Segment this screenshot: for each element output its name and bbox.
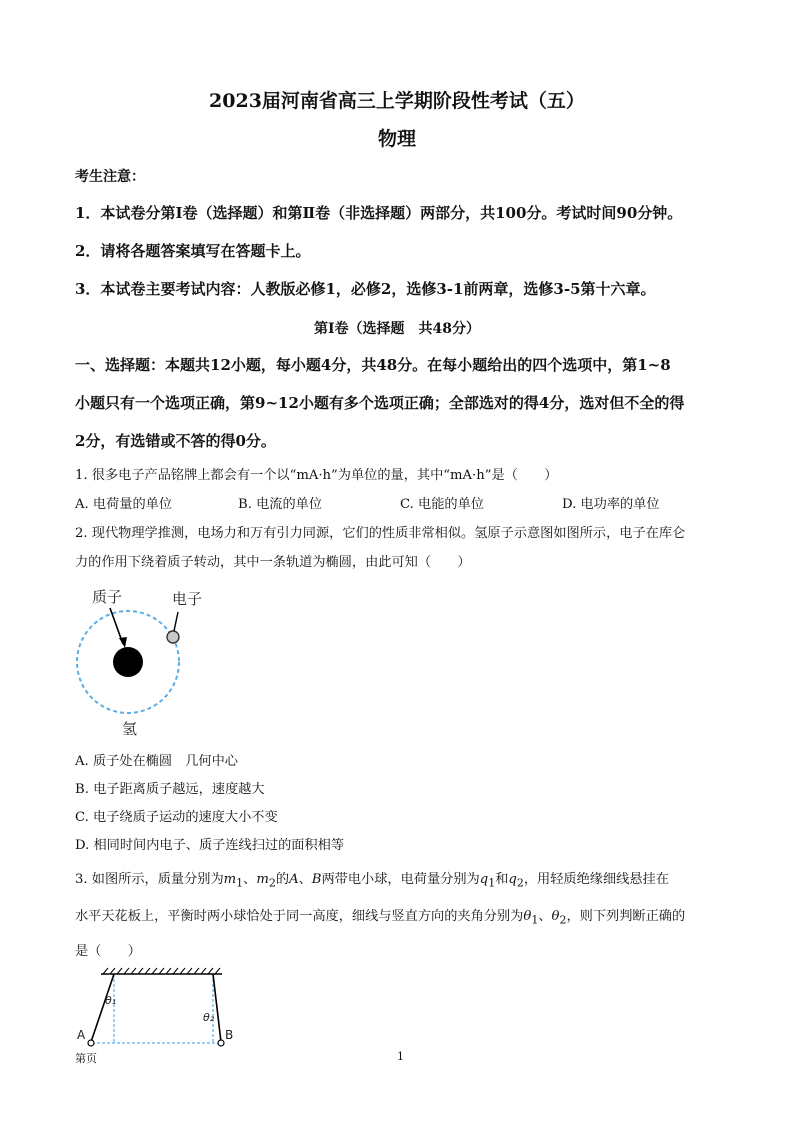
ball-a-label: A: [77, 1028, 86, 1042]
electron-dot: [167, 631, 179, 643]
q3-stem-line-2: 水平天花板上，平衡时两小球恰处于同一高度，细线与竖直方向的夹角分别为$\theta_1$、$\theta_2$，则下列判断正确的: [75, 909, 686, 927]
footer-page-number: 1: [397, 1050, 404, 1063]
ceiling-hatching: [103, 968, 220, 974]
q1-option-a: A. 电荷量的单位: [75, 497, 173, 512]
theta2-label: θ₂: [203, 1011, 215, 1024]
section-instruction-line-1: 一、选择题：本题共12小题，每小题4分，共48分。在每小题给出的四个选项中，第1~8: [75, 356, 671, 374]
q3-stem-line-3: 是（ ）: [75, 944, 141, 959]
string-a: [91, 974, 117, 1042]
notice-item-1: 1．本试卷分第Ⅰ卷（选择题）和第Ⅱ卷（非选择题）两部分，共100分。考试时间90分钟。: [75, 204, 683, 222]
section-instruction-line-2: 小题只有一个选项正确，第9~12小题有多个选项正确；全部选对的得4分，选对但不全的得: [75, 394, 685, 412]
proton-dot: [113, 647, 143, 677]
section-instruction-line-3: 2分，有选错或不答的得0分。: [75, 432, 276, 450]
notice-heading: 考生注意：: [75, 169, 145, 185]
proton-label: 质子: [92, 588, 123, 606]
q1-option-d: D. 电功率的单位: [562, 497, 660, 512]
q2-option-c: C. 电子绕质子运动的速度大小不变: [75, 810, 278, 825]
q3-stem-line-1: 3. 如图所示，质量分别为$m_1$、$m_2$的A、B两带电小球，电荷量分别为$q_1$和$q_2$，用轻质绝缘细线悬挂在: [75, 872, 669, 890]
q2-option-a: A. 质子处在椭圆 几何中心: [75, 754, 238, 769]
exam-title: 2023届河南省高三上学期阶段性考试（五）: [209, 90, 585, 112]
ball-a: [88, 1040, 94, 1046]
q2-option-b: B. 电子距离质子越远，速度越大: [75, 782, 265, 797]
electron-pointer-line: [174, 612, 178, 631]
electron-label: 电子: [172, 590, 203, 608]
hydrogen-atom-figure: [70, 576, 210, 740]
q2-stem-line-2: 力的作用下绕着质子转动，其中一条轨道为椭圆，由此可知（ ）: [75, 555, 471, 570]
section-heading: 第Ⅰ卷（选择题 共48分）: [313, 321, 481, 337]
notice-item-2: 2．请将各题答案填写在答题卡上。: [75, 242, 311, 260]
q2-stem-line-1: 2. 现代物理学推测，电场力和万有引力同源，它们的性质非常相似。氢原子示意图如图所示，电子在库仑: [75, 526, 686, 541]
ball-b-label: B: [225, 1028, 234, 1042]
string-b: [213, 974, 221, 1042]
pendulum-figure: [70, 966, 250, 1052]
q1-stem: 1. 很多电子产品铭牌上都会有一个以“mA·h”为单位的量，其中“mA·h”是（ ）: [75, 468, 558, 483]
hydrogen-label: 氢: [122, 720, 138, 738]
notice-item-3: 3．本试卷主要考试内容：人教版必修1，必修2，选修3-1前两章，选修3-5第十六章。: [75, 280, 656, 298]
q2-option-d: D. 相同时间内电子、质子连线扫过的面积相等: [75, 838, 345, 853]
theta1-label: θ₁: [105, 994, 117, 1007]
footer-page-label: 第页: [75, 1052, 97, 1065]
ball-b: [218, 1040, 224, 1046]
subject-title: 物理: [377, 128, 416, 150]
proton-arrowhead: [119, 637, 127, 648]
q1-option-b: B. 电流的单位: [238, 497, 323, 512]
q1-option-c: C. 电能的单位: [400, 497, 484, 512]
